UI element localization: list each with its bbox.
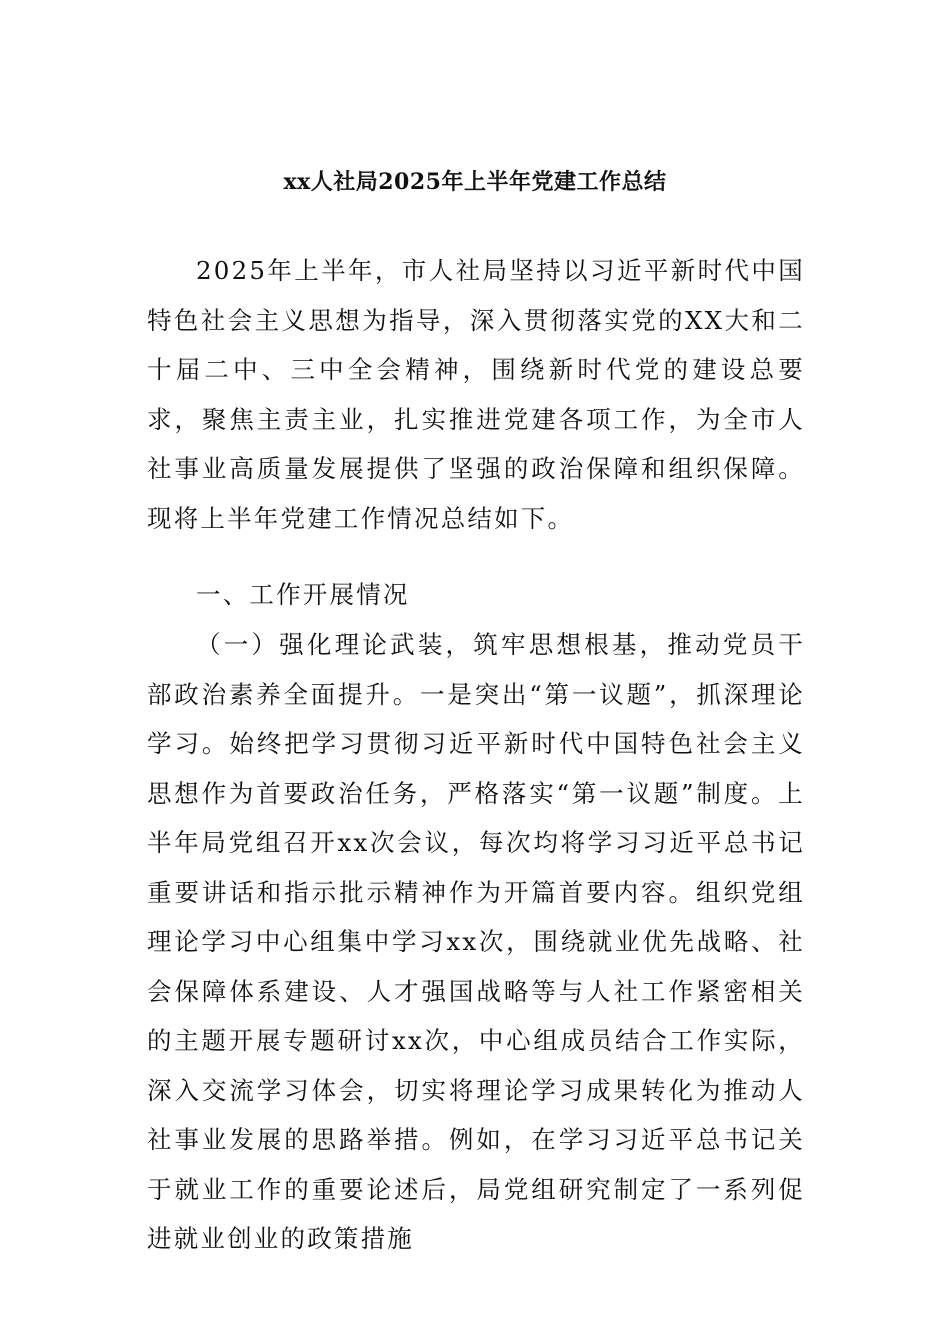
section-heading: 一、工作开展情况 [196, 580, 410, 609]
section-paragraph-block [147, 620, 805, 1264]
section-paragraph: （一）强化理论武装，筑牢思想根基，推动党员干部政治素养全面提升。一是突出“第一议题”，抓深理论学习。始终把学习贯彻习近平新时代中国特色社会主义思想作为首要政治任务，严格落实“第一议题”制度。上半年局党组召开xx次会议，每次均将学习习近平总书记重要讲话和指示批示精神作为开篇首要内容。组织党组理论学习中心组集中学习xx次，围绕就业优先战略、社会保障体系建设、人才强国战略等与人社工作紧密相关的主题开展专题研讨xx次，中心组成员结合工作实际，深入交流学习体会，切实将理论学习成果转化为推动人社事业发展的思路举措。例如，在学习习近平总书记关于就业工作的重要论述后，局党组研究制定了一系列促进就业创业的政策措施 [147, 630, 805, 1253]
intro-paragraph: 2025年上半年，市人社局坚持以习近平新时代中国特色社会主义思想为指导，深入贯彻落实党的XX大和二十届二中、三中全会精神，围绕新时代党的建设总要求，聚焦主责主业，扎实推进党建各项工作，为全市人社事业高质量发展提供了坚强的政治保障和组织保障。现将上半年党建工作情况总结如下。 [147, 256, 805, 533]
section-heading-block [147, 570, 805, 620]
document-title: xx人社局2025年上半年党建工作总结 [283, 169, 667, 195]
intro-paragraph-block [147, 246, 805, 543]
